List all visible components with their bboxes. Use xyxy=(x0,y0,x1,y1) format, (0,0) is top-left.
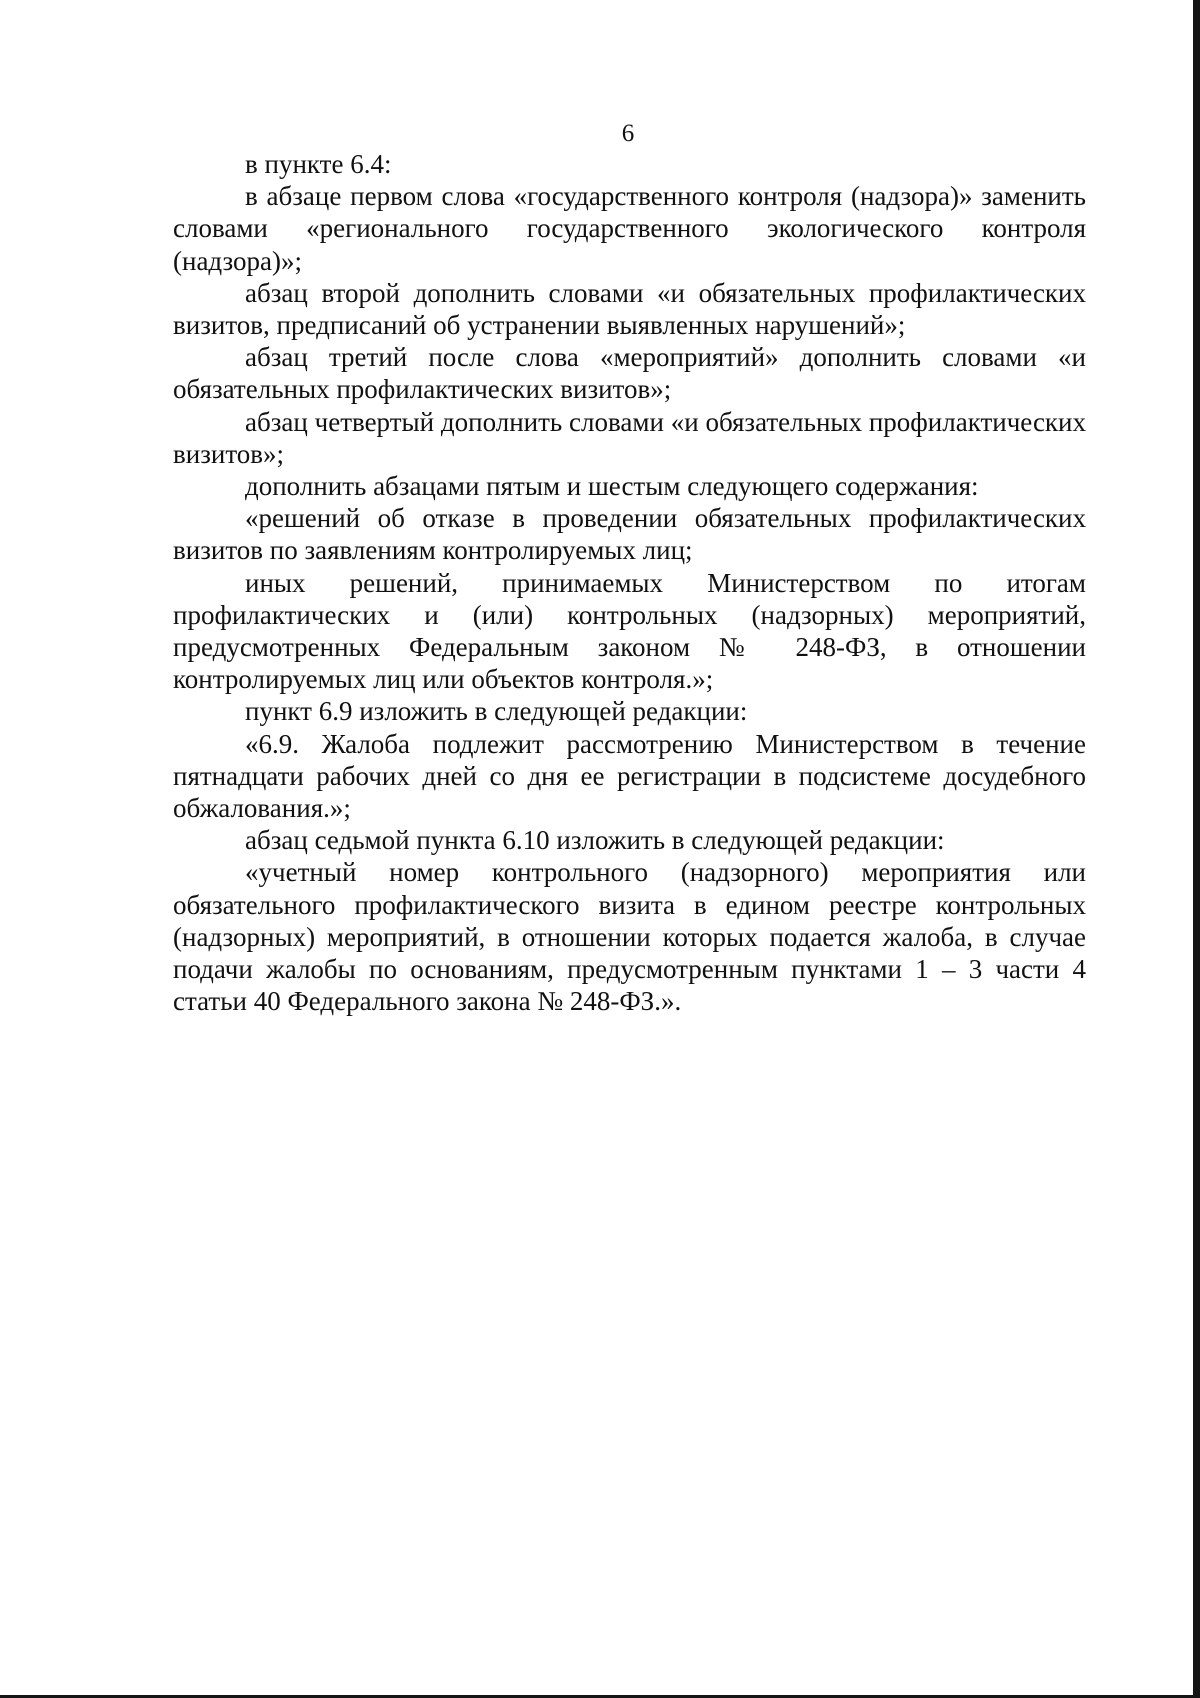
page-number: 6 xyxy=(621,120,635,147)
scan-edge-right xyxy=(1193,0,1200,1698)
paragraph: в пункте 6.4: xyxy=(245,149,392,179)
paragraph: пункт 6.9 изложить в следующей редакции: xyxy=(245,696,748,727)
paragraph: в абзаце первом слова «государственного контроля (надзора)» заменить словами «регионального государственного экологического контроля (надзора)»; xyxy=(173,181,1086,276)
paragraph: «6.9. Жалоба подлежит рассмотрению Министерством в течение пятнадцати рабочих дней со дня ее регистрации в подсистеме досудебного обжалования.»; xyxy=(173,728,1086,824)
paragraph: абзац третий после слова «мероприятий» дополнить словами «и обязательных профилактических визитов»; xyxy=(173,342,1086,405)
paragraph: абзац седьмой пункта 6.10 изложить в следующей редакции: xyxy=(245,825,945,856)
paragraph: «решений об отказе в проведении обязательных профилактических визитов по заявлениям контролируемых лиц; xyxy=(173,503,1086,566)
paragraph: «учетный номер контрольного (надзорного) мероприятия или обязательного профилактического визита в едином реестре контрольных (надзорных) мероприятий, в отношении которых подается жалоба, в случае подачи жалобы по основаниям, предусмотренным пунктами 1 – 3 части 4 статьи 40 Федерального закона № 248-ФЗ.». xyxy=(173,857,1086,1017)
paragraph: иных решений, принимаемых Министерством по итогам профилактических и (или) контрольных (надзорных) мероприятий, предусмотренных Федеральным законом № 248-ФЗ, в отношении контролируемых лиц или объектов контроля.»; xyxy=(173,567,1086,695)
paragraph: абзац второй дополнить словами «и обязательных профилактических визитов, предписаний об устранении выявленных нарушений»; xyxy=(173,277,1086,341)
paragraph: абзац четвертый дополнить словами «и обязательных профилактических визитов»; xyxy=(173,406,1086,469)
paragraph: дополнить абзацами пятым и шестым следующего содержания: xyxy=(245,471,979,502)
document-body xyxy=(173,148,1086,1017)
